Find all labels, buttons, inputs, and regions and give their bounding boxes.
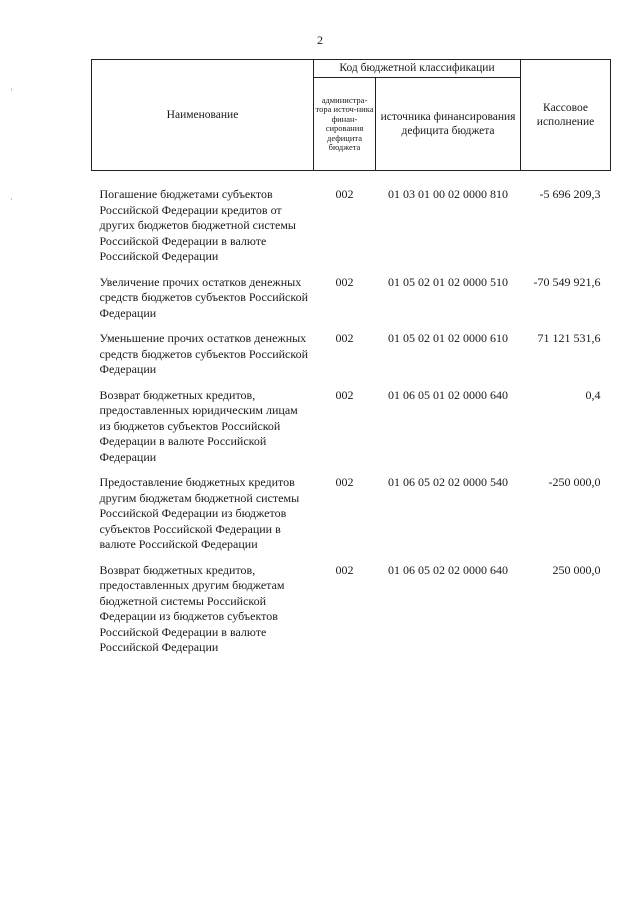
row-name: Увеличение прочих остатков денежных средств бюджетов субъектов Российской Федерации xyxy=(99,274,309,320)
row-admin-code: 002 xyxy=(335,187,354,201)
row-source-code: 01 03 01 00 02 0000 810 xyxy=(388,187,508,201)
row-amount: 71 121 531,6 xyxy=(537,331,601,345)
row-admin-code: 002 xyxy=(335,562,354,577)
table-row xyxy=(92,388,611,476)
table-row xyxy=(92,187,611,275)
row-admin-code: 002 xyxy=(335,274,354,289)
row-source-code: 01 06 05 02 02 0000 640 xyxy=(388,562,508,577)
row-amount: 250 000,0 xyxy=(552,562,601,577)
table-row xyxy=(92,275,611,332)
row-admin-code: 002 xyxy=(335,387,354,402)
row-name: Возврат бюджетных кредитов, предоставленных юридическим лицам из бюджетов субъектов Российской Федерации в валюте Российской Федерации xyxy=(99,387,298,464)
row-admin-code: 002 xyxy=(335,475,354,489)
row-amount: -5 696 209,3 xyxy=(539,187,601,201)
table-row xyxy=(92,331,611,388)
row-amount: 0,4 xyxy=(585,387,601,402)
row-name: Погашение бюджетами субъектов Российской Федерации кредитов от других бюджетов бюджетной системы Российской Федерации в валюте Российской Федерации xyxy=(99,187,296,263)
row-source-code: 01 05 02 01 02 0000 510 xyxy=(388,274,508,289)
row-source-code: 01 05 02 01 02 0000 610 xyxy=(388,331,508,345)
row-name: Предоставление бюджетных кредитов другим бюджетам бюджетной системы Российской Федерации из бюджетов субъектов Российской Федерации в валюте Российской Федерации xyxy=(99,475,300,551)
row-admin-code: 002 xyxy=(335,331,354,345)
header-source: источника финансирования дефицита бюджета xyxy=(376,78,521,171)
table-row xyxy=(92,475,611,563)
row-source-code: 01 06 05 01 02 0000 640 xyxy=(388,387,508,402)
row-name: Уменьшение прочих остатков денежных средств бюджетов субъектов Российской Федерации xyxy=(99,331,309,376)
scan-mark xyxy=(11,198,12,200)
row-name: Возврат бюджетных кредитов, предоставленных другим бюджетам бюджетной системы Российской Федерации из бюджетов субъектов Российской Федерации в валюте Российской Федерации xyxy=(99,562,285,654)
header-budget-classification: Код бюджетной классификации xyxy=(314,60,521,78)
header-amount: Кассовое исполнение xyxy=(521,60,611,171)
table-body xyxy=(92,171,611,666)
row-source-code: 01 06 05 02 02 0000 540 xyxy=(388,475,508,489)
row-amount: -250 000,0 xyxy=(548,475,601,489)
row-amount: -70 549 921,6 xyxy=(533,274,601,289)
scan-mark xyxy=(11,88,12,91)
report-table xyxy=(91,59,611,666)
header-administrator: администра-тора источ-ника финан-сирования дефицита бюджета xyxy=(314,78,376,171)
header-name: Наименование xyxy=(92,60,314,171)
table-row xyxy=(92,563,611,666)
page-number: 2 xyxy=(317,33,323,47)
table-header xyxy=(92,60,611,171)
